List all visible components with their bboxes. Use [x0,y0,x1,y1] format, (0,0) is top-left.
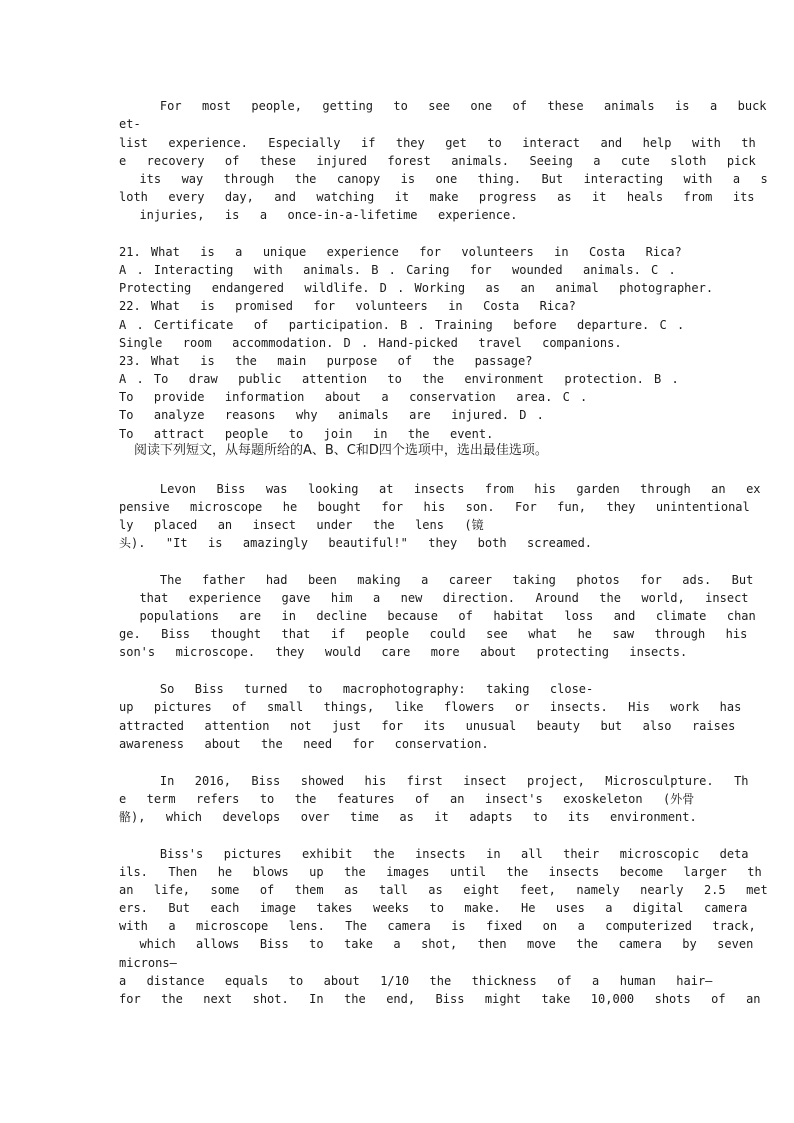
passage2-line-25: with a microscope lens. The camera is fixed on a computerized track, [119,919,756,933]
question-23: 23. What is the main purpose of the passage? [119,354,533,368]
passage2-line-14: attracted attention not just for its unusual beauty but also raises [119,719,736,733]
passage2-line-28: a distance equals to about 1/10 the thickness of a human hair— [119,974,713,988]
passage2-line-17: In 2016, Biss showed his first insect project, Microsculpture. Th [119,774,749,788]
passage2-line-15: awareness about the need for conservation. [119,737,489,751]
passage2-line-29: for the next shot. In the end, Biss might take 10,000 shots of an [119,992,761,1006]
passage2-line-7: that experience gave him a new direction. Around the world, insect [119,591,749,605]
passage2-line-24: ers. But each image takes weeks to make. He uses a digital camera [119,901,748,915]
passage2-line-9: ge. Biss thought that if people could see what he saw through his [119,627,748,641]
passage2-line-21: Biss's pictures exhibit the insects in all their microscopic deta [119,847,749,861]
passage2-line-8: populations are in decline because of habitat loss and climate chan [119,609,756,623]
question-21: 21. What is a unique experience for volunteers in Costa Rica? [119,245,682,259]
passage2-line-3: ly placed an insect under the lens (镜 [119,518,484,532]
passage2-line-12: So Biss turned to macrophotography: taking close- [119,682,594,696]
question-21-options-a: A . Interacting with animals. B . Caring for wounded animals. C . [119,263,676,277]
passage2-line-18: e term refers to the features of an insect's exoskeleton (外骨 [119,792,695,806]
passage2-line-1: Levon Biss was looking at insects from his garden through an ex [119,482,761,496]
passage2-line-23: an life, some of them as tall as eight feet, namely nearly 2.5 met [119,883,768,897]
section-instruction: 阅读下列短文，从每题所给的A、B、C和D四个选项中，选出最佳选项。 [134,443,548,458]
question-23-option-d: To attract people to join in the event. [119,427,494,441]
passage2-line-6: The father had been making a career taking photos for ads. But [119,573,754,587]
passage2-line-22: ils. Then he blows up the images until the insects become larger th [119,865,762,879]
passage2-line-19: 骼), which develops over time as it adapts to its environment. [119,810,697,824]
passage1-line-7: injuries, is a once-in-a-lifetime experience. [119,208,518,222]
question-23-option-b: To provide information about a conservation area. C . [119,390,588,404]
question-22: 22. What is promised for volunteers in Costa Rica? [119,299,576,313]
passage1-line-3: list experience. Especially if they get to interact and help with th [119,136,756,150]
question-22-options-a: A . Certificate of participation. B . Training before departure. C . [119,318,685,332]
passage2-line-10: son's microscope. they would care more about protecting insects. [119,645,688,659]
question-23-option-a: A . To draw public attention to the environment protection. B . [119,372,679,386]
question-23-option-c: To analyze reasons why animals are injured. D . [119,408,544,422]
passage2-line-27: microns— [119,956,177,970]
passage1-line-4: e recovery of these injured forest animals. Seeing a cute sloth pick [119,154,756,168]
passage2-line-13: up pictures of small things, like flowers or insects. His work has [119,700,742,714]
passage2-line-4: 头). "It is amazingly beautiful!" they both screamed. [119,536,593,550]
question-21-options-b: Protecting endangered wildlife. D . Working as an animal photographer. [119,281,714,295]
passage1-line-5: its way through the canopy is one thing. But interacting with a s [119,172,768,186]
passage2-line-26: which allows Biss to take a shot, then move the camera by seven [119,937,754,951]
passage2-line-2: pensive microscope he bought for his son. For fun, they unintentional [119,500,750,514]
question-22-options-b: Single room accommodation. D . Hand-picked travel companions. [119,336,622,350]
passage1-line-1: For most people, getting to see one of these animals is a buck [119,99,767,113]
passage1-line-6: loth every day, and watching it make progress as it heals from its [119,190,755,204]
passage1-line-2: et- [119,117,141,131]
